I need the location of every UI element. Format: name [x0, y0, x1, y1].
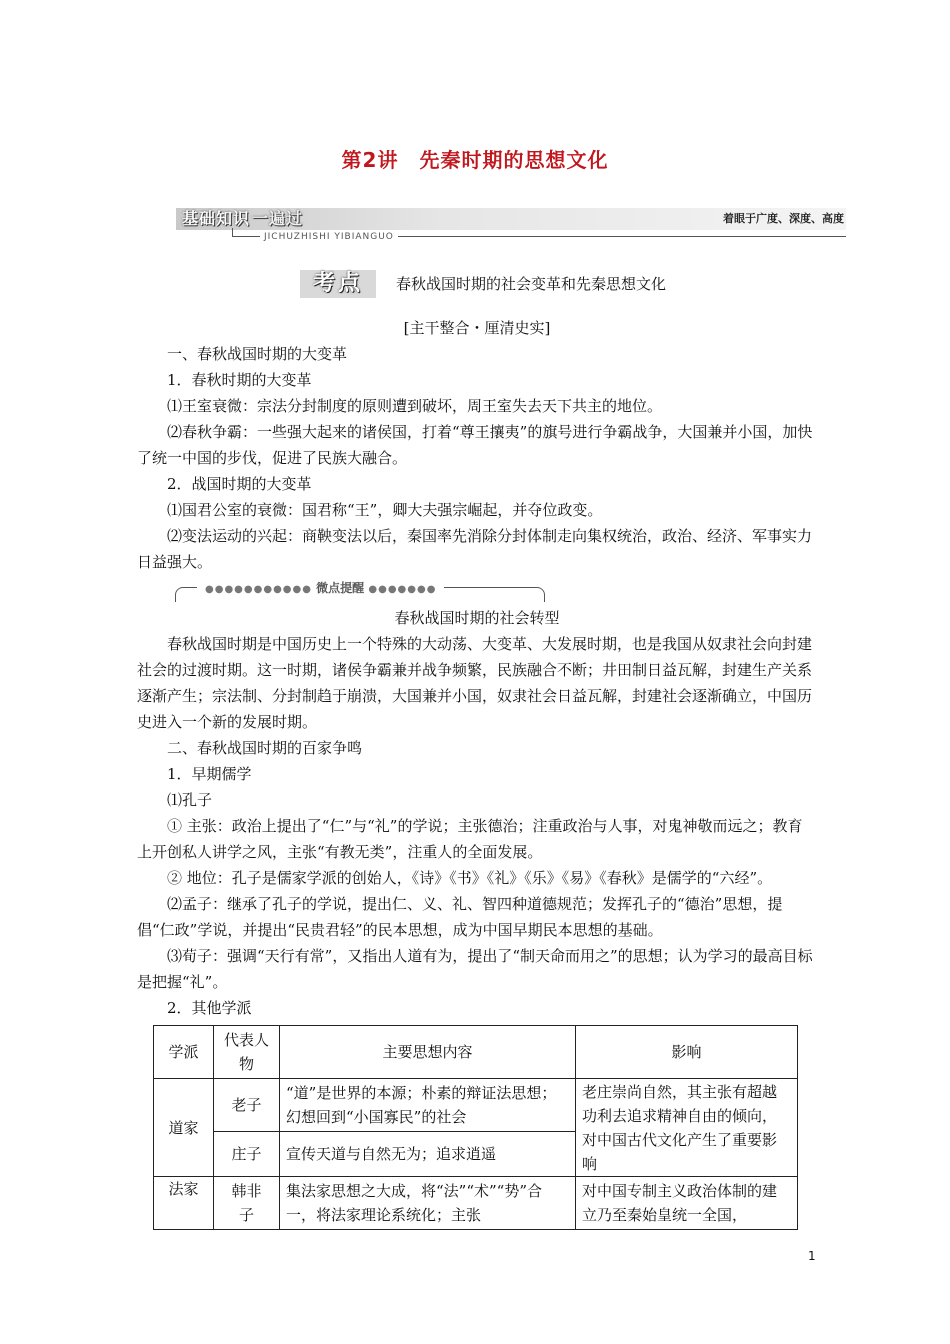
banner-tagline: 着眼于广度、深度、高度 [723, 212, 844, 225]
table-header-cell: 学派 [154, 1026, 214, 1079]
paragraph: ② 地位：孔子是儒家学派的创始人，《诗》《书》《礼》《乐》《易》《春秋》是儒学的“六经”。 [167, 869, 773, 887]
confucius-heading: ⑴孔子 [167, 791, 213, 809]
paragraph: ① 主张：政治上提出了“仁”与“礼”的学说；主张德治；注重政治与人事，对鬼神敬而远之；教育上开创私人讲学之风，主张“有教无类”，注重人的全面发展。 [137, 817, 803, 861]
page-number: 1 [808, 1249, 816, 1263]
tip-title: 春秋战国时期的社会转型 [394, 609, 560, 627]
heading-part2-sub1: 1．早期儒学 [167, 765, 252, 783]
influence-cell: 对中国专制主义政治体制的建立乃至秦始皇统一全国， [576, 1177, 798, 1230]
person-cell: 老子 [214, 1079, 280, 1132]
banner-label-main: 基础知识 [182, 209, 251, 228]
kaodian-badge: 考点 [300, 270, 376, 298]
table-header-row [154, 1026, 798, 1079]
school-cell: 道家 [154, 1079, 214, 1177]
kaodian-topic: 春秋战国时期的社会变革和先秦思想文化 [396, 275, 667, 293]
document-body [137, 315, 817, 1230]
table-header-cell: 代表人物 [214, 1026, 280, 1079]
table-header-cell: 影响 [576, 1026, 798, 1079]
tip-box-header [137, 579, 817, 603]
tip-text: 春秋战国时期是中国历史上一个特殊的大动荡、大变革、大发展时期，也是我国从奴隶社会向封建社会的过渡时期。这一时期，诸侯争霸兼并战争频繁，民族融合不断；井田制日益瓦解，封建生产关系逐渐产生；宗法制、分封制趋于崩溃，大国兼并小国，奴隶社会日益瓦解，封建社会逐渐确立，中国历史进入一个新的发展时期。 [137, 635, 813, 731]
paragraph: ⑴国君公室的衰微：国君称“王”，卿大夫强宗崛起，并夺位政变。 [167, 501, 603, 519]
tip-label-pill [197, 579, 444, 597]
heading-part1-sub2: 2．战国时期的大变革 [167, 475, 312, 493]
section-banner [176, 208, 846, 248]
heading-part1: 一、春秋战国时期的大变革 [167, 345, 348, 363]
heading-part1-sub1: 1．春秋时期的大变革 [167, 371, 312, 389]
content-cell: 集法家思想之大成，将“法”“术”“势”合一，将法家理论系统化；主张 [280, 1177, 576, 1230]
content-cell: 宣传天道与自然无为；追求逍遥 [280, 1132, 576, 1177]
tip-dots-left: ●●●●●●●●●●● [205, 584, 312, 595]
banner-pinyin: JICHUZHISHI YIBIANGUO [260, 232, 398, 242]
school-cell: 法家 [154, 1177, 214, 1230]
mencius-paragraph: ⑵孟子：继承了孔子的学说，提出仁、义、礼、智四种道德规范；发挥孔子的“德治”思想，提倡“仁政”学说，并提出“民贵君轻”的民本思想，成为中国早期民本思想的基础。 [137, 895, 783, 939]
table-header-cell: 主要思想内容 [280, 1026, 576, 1079]
person-cell: 庄子 [214, 1132, 280, 1177]
banner-label [182, 208, 303, 230]
content-cell: “道”是世界的本源；朴素的辩证法思想；幻想回到“小国寡民”的社会 [280, 1079, 576, 1132]
tip-label: 微点提醒 [316, 581, 365, 595]
banner-label-sub: 一遍过 [252, 209, 304, 228]
schools-table [153, 1025, 798, 1230]
influence-cell: 老庄崇尚自然，其主张有超越功利去追求精神自由的倾向，对中国古代文化产生了重要影响 [576, 1079, 798, 1177]
table-row [154, 1177, 798, 1230]
table-row [154, 1079, 798, 1132]
paragraph: ⑵春秋争霸：一些强大起来的诸侯国，打着“尊王攘夷”的旗号进行争霸战争，大国兼并小国，加快了统一中国的步伐，促进了民族大融合。 [137, 423, 813, 467]
paragraph: ⑵变法运动的兴起：商鞅变法以后，秦国率先消除分封体制走向集权统治，政治、经济、军事实力日益强大。 [137, 527, 813, 571]
xunzi-paragraph: ⑶荀子：强调“天行有常”，又指出人道有为，提出了“制天命而用之”的思想；认为学习的最高目标是把握“礼”。 [137, 947, 813, 991]
person-cell: 韩非子 [214, 1177, 280, 1230]
heading-part2-sub2: 2．其他学派 [167, 999, 252, 1017]
section-marker: [主干整合・厘清史实] [403, 319, 551, 337]
paragraph: ⑴王室衰微：宗法分封制度的原则遭到破坏，周王室失去天下共主的地位。 [167, 397, 663, 415]
page-title: 第2讲 先秦时期的思想文化 [341, 148, 609, 172]
heading-part2: 二、春秋战国时期的百家争鸣 [167, 739, 363, 757]
tip-dots-right: ●●●●●●● [368, 584, 437, 595]
